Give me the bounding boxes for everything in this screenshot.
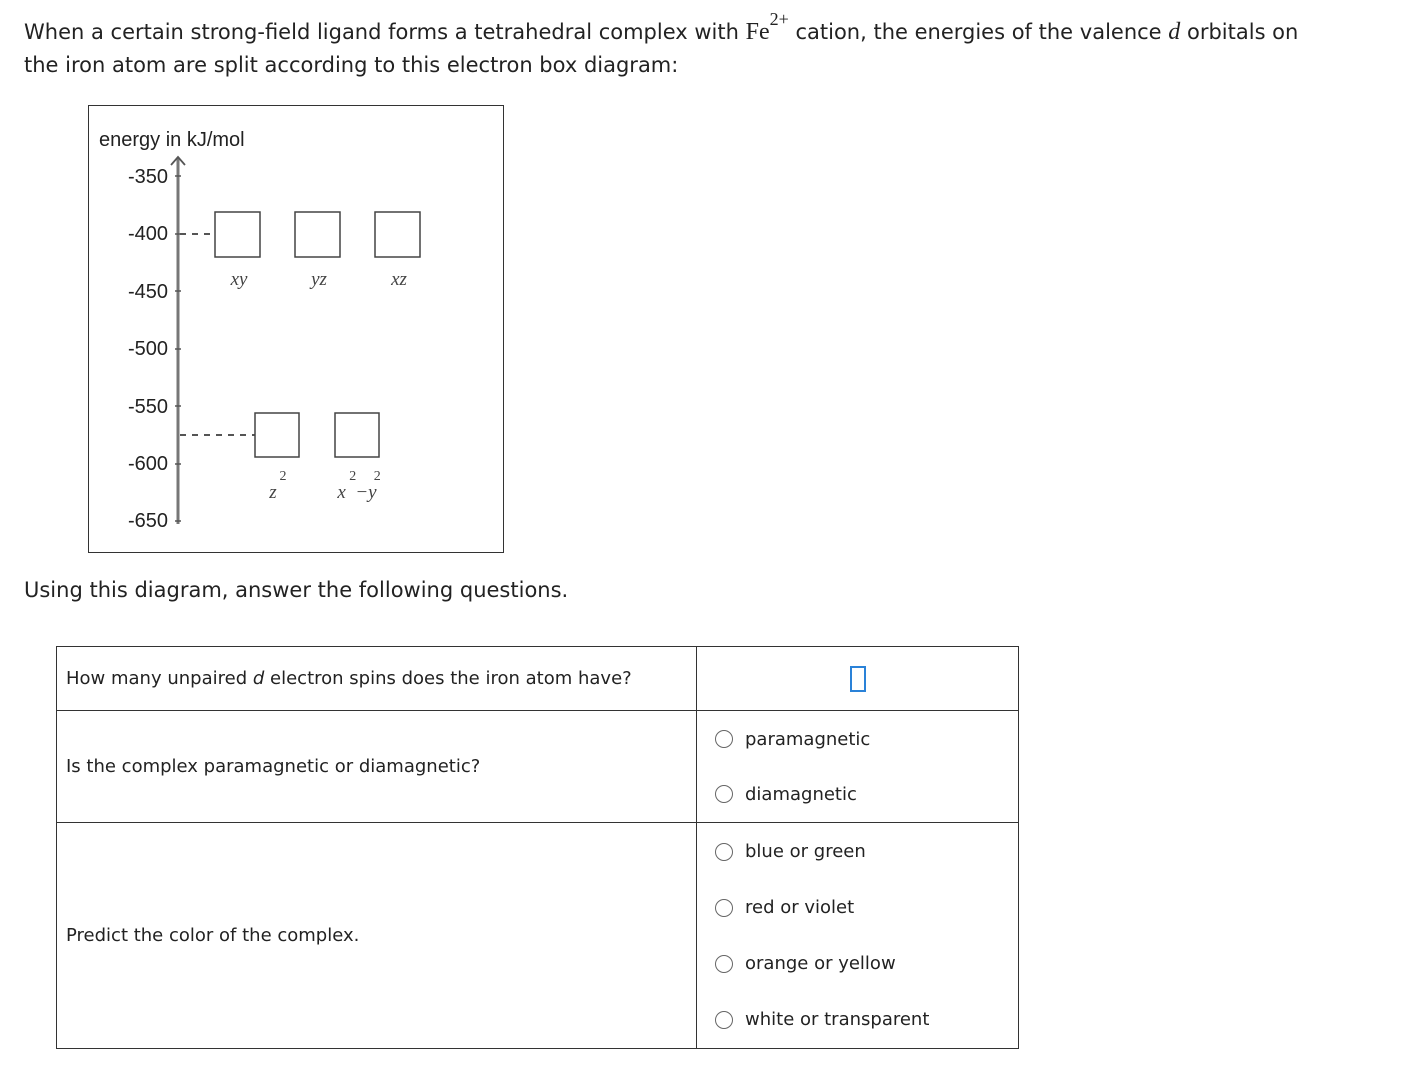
- question-row-magnetism: [57, 711, 1019, 823]
- orbital-label-yz: yz: [311, 269, 327, 290]
- option-paramagnetic[interactable]: [715, 727, 1018, 751]
- tick-label: -600: [127, 453, 168, 475]
- orbital-label-z2: z: [269, 482, 277, 503]
- question-text: Is the complex paramagnetic or diamagnetic?: [66, 756, 481, 777]
- tick-label: -550: [127, 396, 168, 418]
- option-label: white or transparent: [745, 1009, 930, 1030]
- question-text: electron spins does the iron atom have?: [270, 668, 632, 689]
- radio-button[interactable]: [715, 843, 733, 861]
- question-row-unpaired: [57, 647, 1019, 711]
- intro-text-2: cation, the energies of the valence: [795, 20, 1162, 44]
- intro-line-1: [24, 9, 1404, 49]
- question-text: Predict the color of the complex.: [66, 925, 360, 946]
- intro-text-3: orbitals on: [1186, 20, 1299, 44]
- option-label: blue or green: [745, 841, 866, 862]
- answer-cell: [697, 647, 1019, 711]
- radio-button[interactable]: [715, 899, 733, 917]
- orbital-letter: d: [1168, 19, 1181, 45]
- question-cell: [57, 711, 697, 823]
- option-label: orange or yellow: [745, 953, 896, 974]
- tick-350: [128, 166, 181, 188]
- questions-table: [56, 646, 1019, 1049]
- cation-symbol: Fe: [745, 19, 770, 45]
- orbital-label-x2-y2-sup: 2 2: [349, 469, 381, 484]
- option-label: diamagnetic: [745, 783, 857, 805]
- option-diamagnetic[interactable]: [715, 782, 1018, 806]
- orbital-box-z2[interactable]: [255, 413, 299, 457]
- orbital-box-xz[interactable]: [375, 212, 420, 257]
- question-row-color: [57, 823, 1019, 1049]
- tick-label: -350: [127, 166, 168, 188]
- option-white-transparent[interactable]: [715, 1008, 1018, 1032]
- tick-550: [128, 396, 181, 418]
- answer-cell: [697, 823, 1019, 1049]
- orbital-box-yz[interactable]: [295, 212, 340, 257]
- answer-cell: [697, 711, 1019, 823]
- orbital-label-xz: xz: [391, 269, 407, 290]
- question-cell: [57, 823, 697, 1049]
- orbital-label-xy: xy: [230, 269, 248, 290]
- option-red-violet[interactable]: [715, 896, 1018, 920]
- tick-450: [128, 281, 181, 303]
- option-label: red or violet: [745, 897, 855, 918]
- tick-600: [128, 453, 181, 475]
- electron-box-diagram: [88, 105, 504, 553]
- tick-650: [128, 510, 181, 532]
- radio-button[interactable]: [715, 730, 733, 748]
- tick-label: -500: [127, 338, 168, 360]
- axis-title: energy in kJ/mol: [99, 129, 245, 151]
- option-label: paramagnetic: [745, 728, 871, 750]
- radio-button[interactable]: [715, 785, 733, 803]
- orbital-label-x2-y2: x −y: [337, 482, 377, 503]
- question-italic-d: d: [252, 668, 265, 689]
- option-blue-green[interactable]: [715, 840, 1018, 864]
- orbital-box-x2-y2[interactable]: [335, 413, 379, 457]
- tick-label: -650: [127, 510, 168, 532]
- unpaired-electrons-input[interactable]: [850, 666, 866, 692]
- option-orange-yellow[interactable]: [715, 952, 1018, 976]
- intro-line-2: the iron atom are split according to this electron box diagram:: [24, 53, 679, 77]
- intro-text-1: When a certain strong-field ligand forms a tetrahedral complex with: [24, 20, 739, 44]
- tick-label: -400: [127, 223, 168, 245]
- orbital-label-z2-sup: 2: [279, 469, 287, 484]
- radio-button[interactable]: [715, 1011, 733, 1029]
- tick-400: [128, 223, 181, 245]
- problem-intro: [24, 9, 1404, 81]
- tick-label: -450: [127, 281, 168, 303]
- radio-button[interactable]: [715, 955, 733, 973]
- cation-charge: 2+: [769, 9, 789, 29]
- questions-prompt: Using this diagram, answer the following questions.: [24, 578, 569, 602]
- orbital-box-xy[interactable]: [215, 212, 260, 257]
- tick-500: [128, 338, 181, 360]
- question-text: How many unpaired: [66, 668, 248, 689]
- question-cell: [57, 647, 697, 711]
